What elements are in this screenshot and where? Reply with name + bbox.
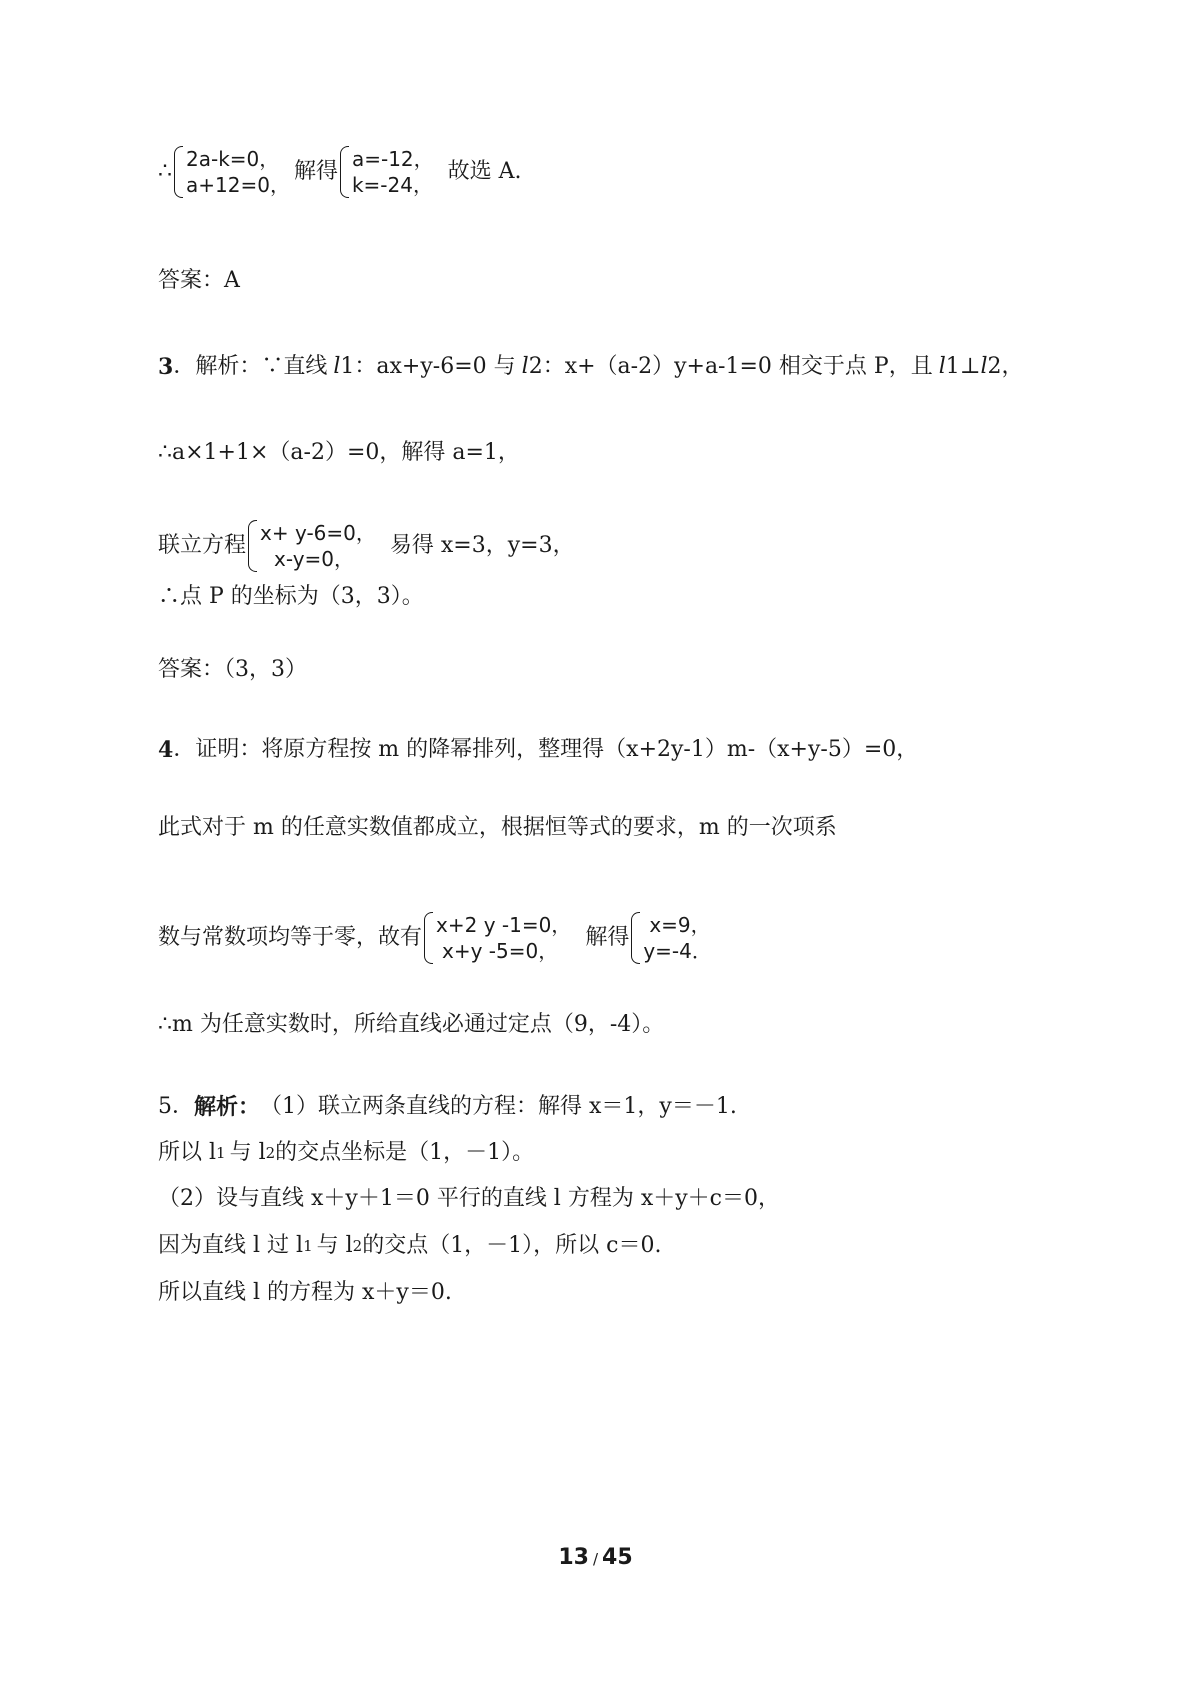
q5-line2-part: 所以 l xyxy=(158,1140,217,1165)
q5-line1-text: （1）联立两条直线的方程：解得 x＝1，y＝－1. xyxy=(260,1094,737,1119)
q5-line4-part: 的交点（1，－1），所以 c＝0. xyxy=(362,1233,662,1258)
q4-text: ．证明：将原方程按 m 的降幂排列，整理得（x+2y-1）m-（x+y-5）=0， xyxy=(173,737,919,762)
q5-line2-part: 与 l xyxy=(229,1140,266,1165)
left-brace xyxy=(340,146,349,198)
question-number: 4 xyxy=(158,737,174,763)
q3-line1 xyxy=(158,352,1024,382)
combine-text: 联立方程 xyxy=(158,533,247,558)
perp-l2-sub: 2 xyxy=(987,354,1002,379)
q4-line4: ∴m 为任意实数时，所给直线必通过定点（9，-4）。 xyxy=(158,1012,665,1037)
left-brace xyxy=(424,912,433,964)
q5-line4 xyxy=(158,1231,662,1261)
page-current: 13 xyxy=(558,1545,589,1570)
l1-subscript: 1 xyxy=(340,354,355,379)
perp-l1: l xyxy=(938,354,946,379)
q5-line2 xyxy=(158,1138,534,1168)
q5-label: 解析： xyxy=(194,1094,261,1120)
q5-line2-part: 的交点坐标是（1，－1）。 xyxy=(275,1140,535,1165)
q5-line4-part: 与 l xyxy=(316,1233,353,1258)
equation-row: k=-24， xyxy=(351,173,433,197)
perp-end: ， xyxy=(1001,354,1024,379)
l2-subscript: 2 xyxy=(528,354,543,379)
equation-row: a+12=0， xyxy=(186,173,290,197)
perp-l1-sub: 1 xyxy=(945,354,960,379)
q3-line2: ∴a×1+1×（a-2）=0，解得 a=1， xyxy=(158,440,520,465)
equation-row: y=-4． xyxy=(643,939,712,963)
q4-solution-system xyxy=(631,912,712,964)
equation-row: a=-12， xyxy=(351,147,434,171)
q4-line2: 此式对于 m 的任意实数值都成立，根据恒等式的要求，m 的一次项系 xyxy=(158,815,837,840)
subscript: 2 xyxy=(352,1237,363,1255)
q3-because: ∵直线 xyxy=(261,354,328,379)
equation-row: x+2 y -1=0， xyxy=(436,913,572,937)
l2-equation: ：x+（a-2）y+a-1=0 相交于点 P，且 xyxy=(542,354,933,379)
equation-row: 2a-k=0， xyxy=(186,147,280,171)
left-brace xyxy=(248,520,257,572)
left-brace xyxy=(174,146,183,198)
q4-line3 xyxy=(158,912,716,964)
equation-row: x+ y-6=0， xyxy=(260,521,376,545)
subscript: 1 xyxy=(303,1237,313,1255)
q5-line3: （2）设与直线 x＋y＋1＝0 平行的直线 l 方程为 x＋y＋c＝0， xyxy=(158,1186,780,1211)
page-number xyxy=(0,1545,1191,1570)
therefore-symbol: ∴ xyxy=(158,159,172,184)
page-total: 45 xyxy=(602,1545,633,1570)
q4-equation-system xyxy=(424,912,571,964)
l1-symbol: l xyxy=(333,354,341,379)
q3-equation-system xyxy=(248,520,376,572)
solved-text: 解得 xyxy=(585,925,630,950)
question-number: 5． xyxy=(158,1094,194,1119)
choice-text: 故选 A. xyxy=(447,159,522,184)
q5-line1 xyxy=(158,1092,737,1122)
q3-label: ．解析： xyxy=(173,354,262,379)
q4-line1 xyxy=(158,735,918,765)
page-separator: / xyxy=(592,1550,599,1568)
question-number: 3 xyxy=(158,354,174,380)
solved-text: 解得 xyxy=(293,159,338,184)
q2-answer: 答案：A xyxy=(158,268,240,293)
subscript: 2 xyxy=(265,1144,276,1162)
perp-symbol: ⊥ xyxy=(959,354,981,379)
q2-equation-system xyxy=(174,146,290,198)
easy-result: 易得 x=3，y=3， xyxy=(389,533,575,558)
q5-line5: 所以直线 l 的方程为 x＋y＝0. xyxy=(158,1280,452,1305)
q2-system-line xyxy=(158,146,522,198)
left-brace xyxy=(631,912,640,964)
q4-line3-text: 数与常数项均等于零，故有 xyxy=(158,925,423,950)
q3-line3 xyxy=(158,520,575,572)
subscript: 1 xyxy=(216,1144,226,1162)
equation-row: x=9， xyxy=(649,913,711,937)
equation-row: x+y -5=0， xyxy=(442,939,559,963)
l2-symbol: l xyxy=(521,354,529,379)
perp-l2: l xyxy=(980,354,988,379)
q2-solution-system xyxy=(340,146,434,198)
q3-line4: ∴点 P 的坐标为（3，3）。 xyxy=(158,584,424,609)
q5-line4-part: 因为直线 l 过 l xyxy=(158,1233,304,1258)
equation-row: x-y=0， xyxy=(274,547,355,571)
l1-equation: ：ax+y-6=0 与 xyxy=(354,354,516,379)
q3-answer: 答案：（3，3） xyxy=(158,657,307,682)
